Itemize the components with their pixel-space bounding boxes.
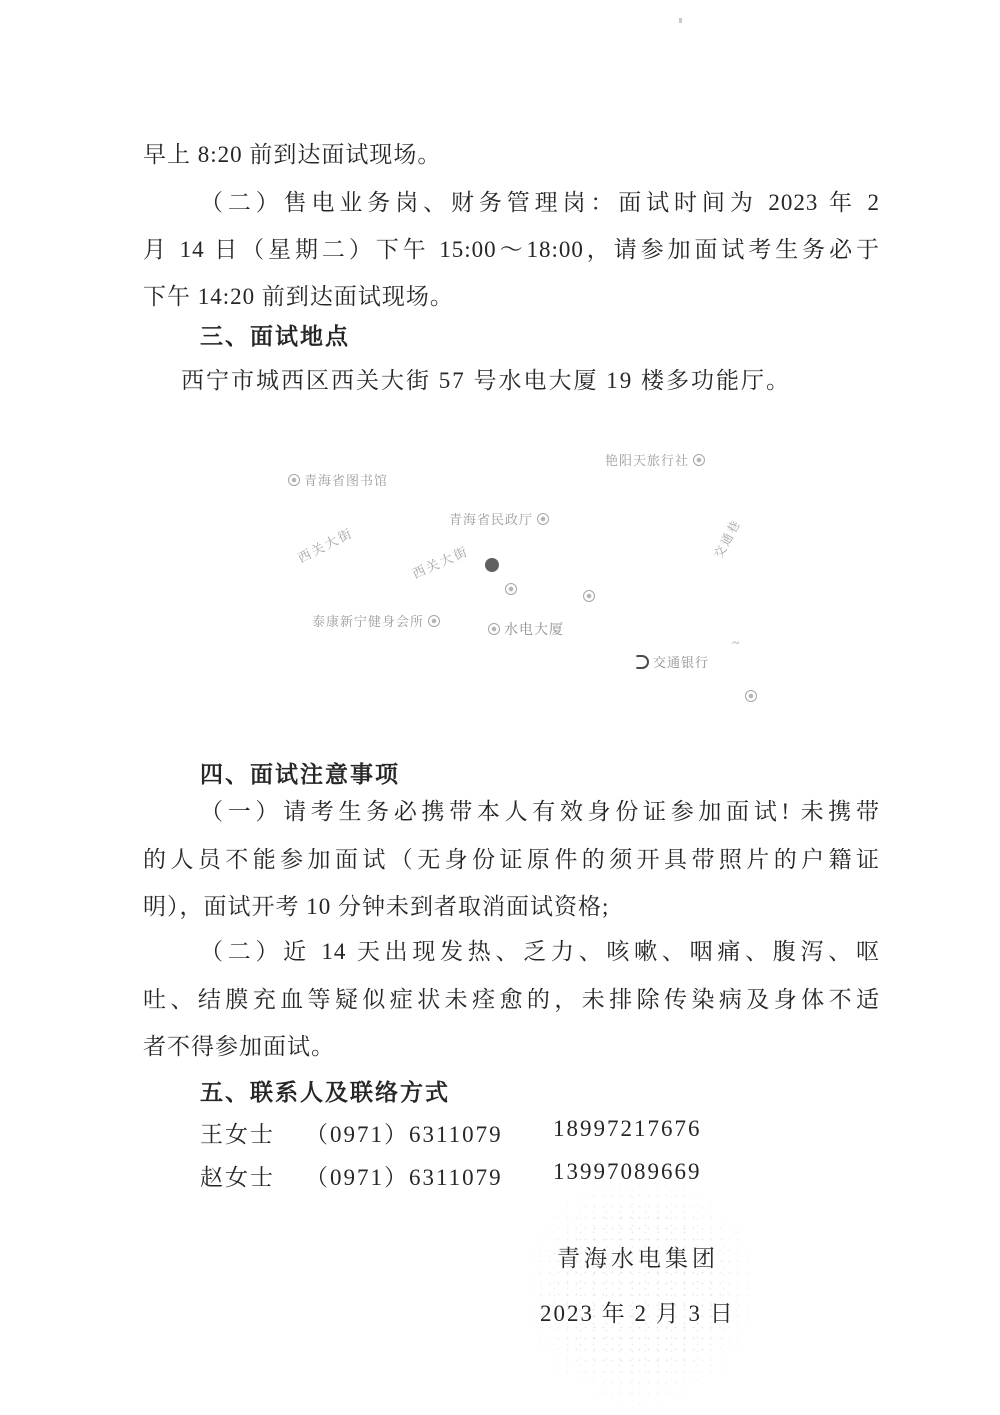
map-street-xiguan-2: 西关大街 xyxy=(409,543,471,582)
signature-date: 2023 年 2 月 3 日 xyxy=(540,1301,735,1326)
note-1-line-2: 的人员不能参加面试（无身份证原件的须开具带照片的户籍证 xyxy=(143,847,880,872)
scan-speck xyxy=(679,18,682,23)
faint-seal-stamp xyxy=(518,1168,762,1412)
map-poi-icon xyxy=(288,474,300,486)
map-poi-label: 泰康新宁健身会所 xyxy=(312,614,425,629)
map-road-mark: ~ xyxy=(732,636,740,651)
map-poi-icon xyxy=(745,690,757,702)
paragraph-2-line-3: 下午 14:20 前到达面试现场。 xyxy=(143,284,454,309)
note-2-line-3: 者不得参加面试。 xyxy=(143,1034,335,1059)
section-3-heading: 三、面试地点 xyxy=(200,324,350,349)
map-poi-icon xyxy=(505,583,517,595)
map-poi-label: 交通银行 xyxy=(653,655,710,670)
paragraph-1-line-1: 早上 8:20 前到达面试现场。 xyxy=(143,142,442,167)
contact-row-zhao xyxy=(0,1159,1000,1189)
map-street-jiaotong-lane: 交通巷 xyxy=(711,516,744,561)
map-poi-label: 青海省图书馆 xyxy=(304,473,389,488)
map-poi-bank xyxy=(635,652,709,671)
map-poi-label: 艳阳天旅行社 xyxy=(605,453,690,468)
bank-logo-icon xyxy=(635,655,649,669)
contact-name: 王女士 xyxy=(200,1122,275,1147)
map-poi-icon xyxy=(428,615,440,627)
map-street-xiguan-1: 西关大街 xyxy=(295,525,356,566)
map-poi-gym xyxy=(312,611,440,630)
contact-phone: （0971）6311079 xyxy=(305,1165,503,1190)
section-4-heading: 四、面试注意事项 xyxy=(200,762,400,787)
signature-organization: 青海水电集团 xyxy=(557,1246,719,1271)
map-poi-shuidian-tower xyxy=(488,619,564,639)
map-poi-icon xyxy=(537,513,549,525)
contact-mobile: 13997089669 xyxy=(553,1159,702,1184)
map-poi-label: 水电大厦 xyxy=(504,623,564,638)
map-poi-icon xyxy=(693,454,705,466)
contact-name: 赵女士 xyxy=(200,1165,275,1190)
note-2-line-2: 吐、结膜充血等疑似症状未痊愈的，未排除传染病及身体不适 xyxy=(143,987,880,1012)
map-poi-dot-icon xyxy=(485,558,499,572)
contact-mobile: 18997217676 xyxy=(553,1116,702,1141)
note-2-line-1: （二）近 14 天出现发热、乏力、咳嗽、咽痛、腹泻、呕 xyxy=(200,939,880,964)
section-5-heading: 五、联系人及联络方式 xyxy=(200,1080,450,1105)
map-poi-library xyxy=(288,470,388,489)
location-map xyxy=(270,440,780,715)
map-poi-travel-agency xyxy=(605,450,705,469)
interview-address: 西宁市城西区西关大街 57 号水电大厦 19 楼多功能厅。 xyxy=(181,368,791,393)
map-poi-label: 青海省民政厅 xyxy=(449,512,534,527)
note-1-line-3: 明），面试开考 10 分钟未到者取消面试资格; xyxy=(143,894,610,919)
contact-phone: （0971）6311079 xyxy=(305,1122,503,1147)
note-1-line-1: （一）请考生务必携带本人有效身份证参加面试! 未携带 xyxy=(200,799,880,824)
map-poi-civil-affairs xyxy=(449,509,549,528)
paragraph-2-line-2: 月 14 日（星期二）下午 15:00～18:00，请参加面试考生务必于 xyxy=(143,237,880,262)
map-poi-icon xyxy=(488,623,500,635)
map-poi-icon xyxy=(583,590,595,602)
contact-row-wang xyxy=(0,1116,1000,1146)
paragraph-2-line-1: （二）售电业务岗、财务管理岗：面试时间为 2023 年 2 xyxy=(200,190,880,215)
